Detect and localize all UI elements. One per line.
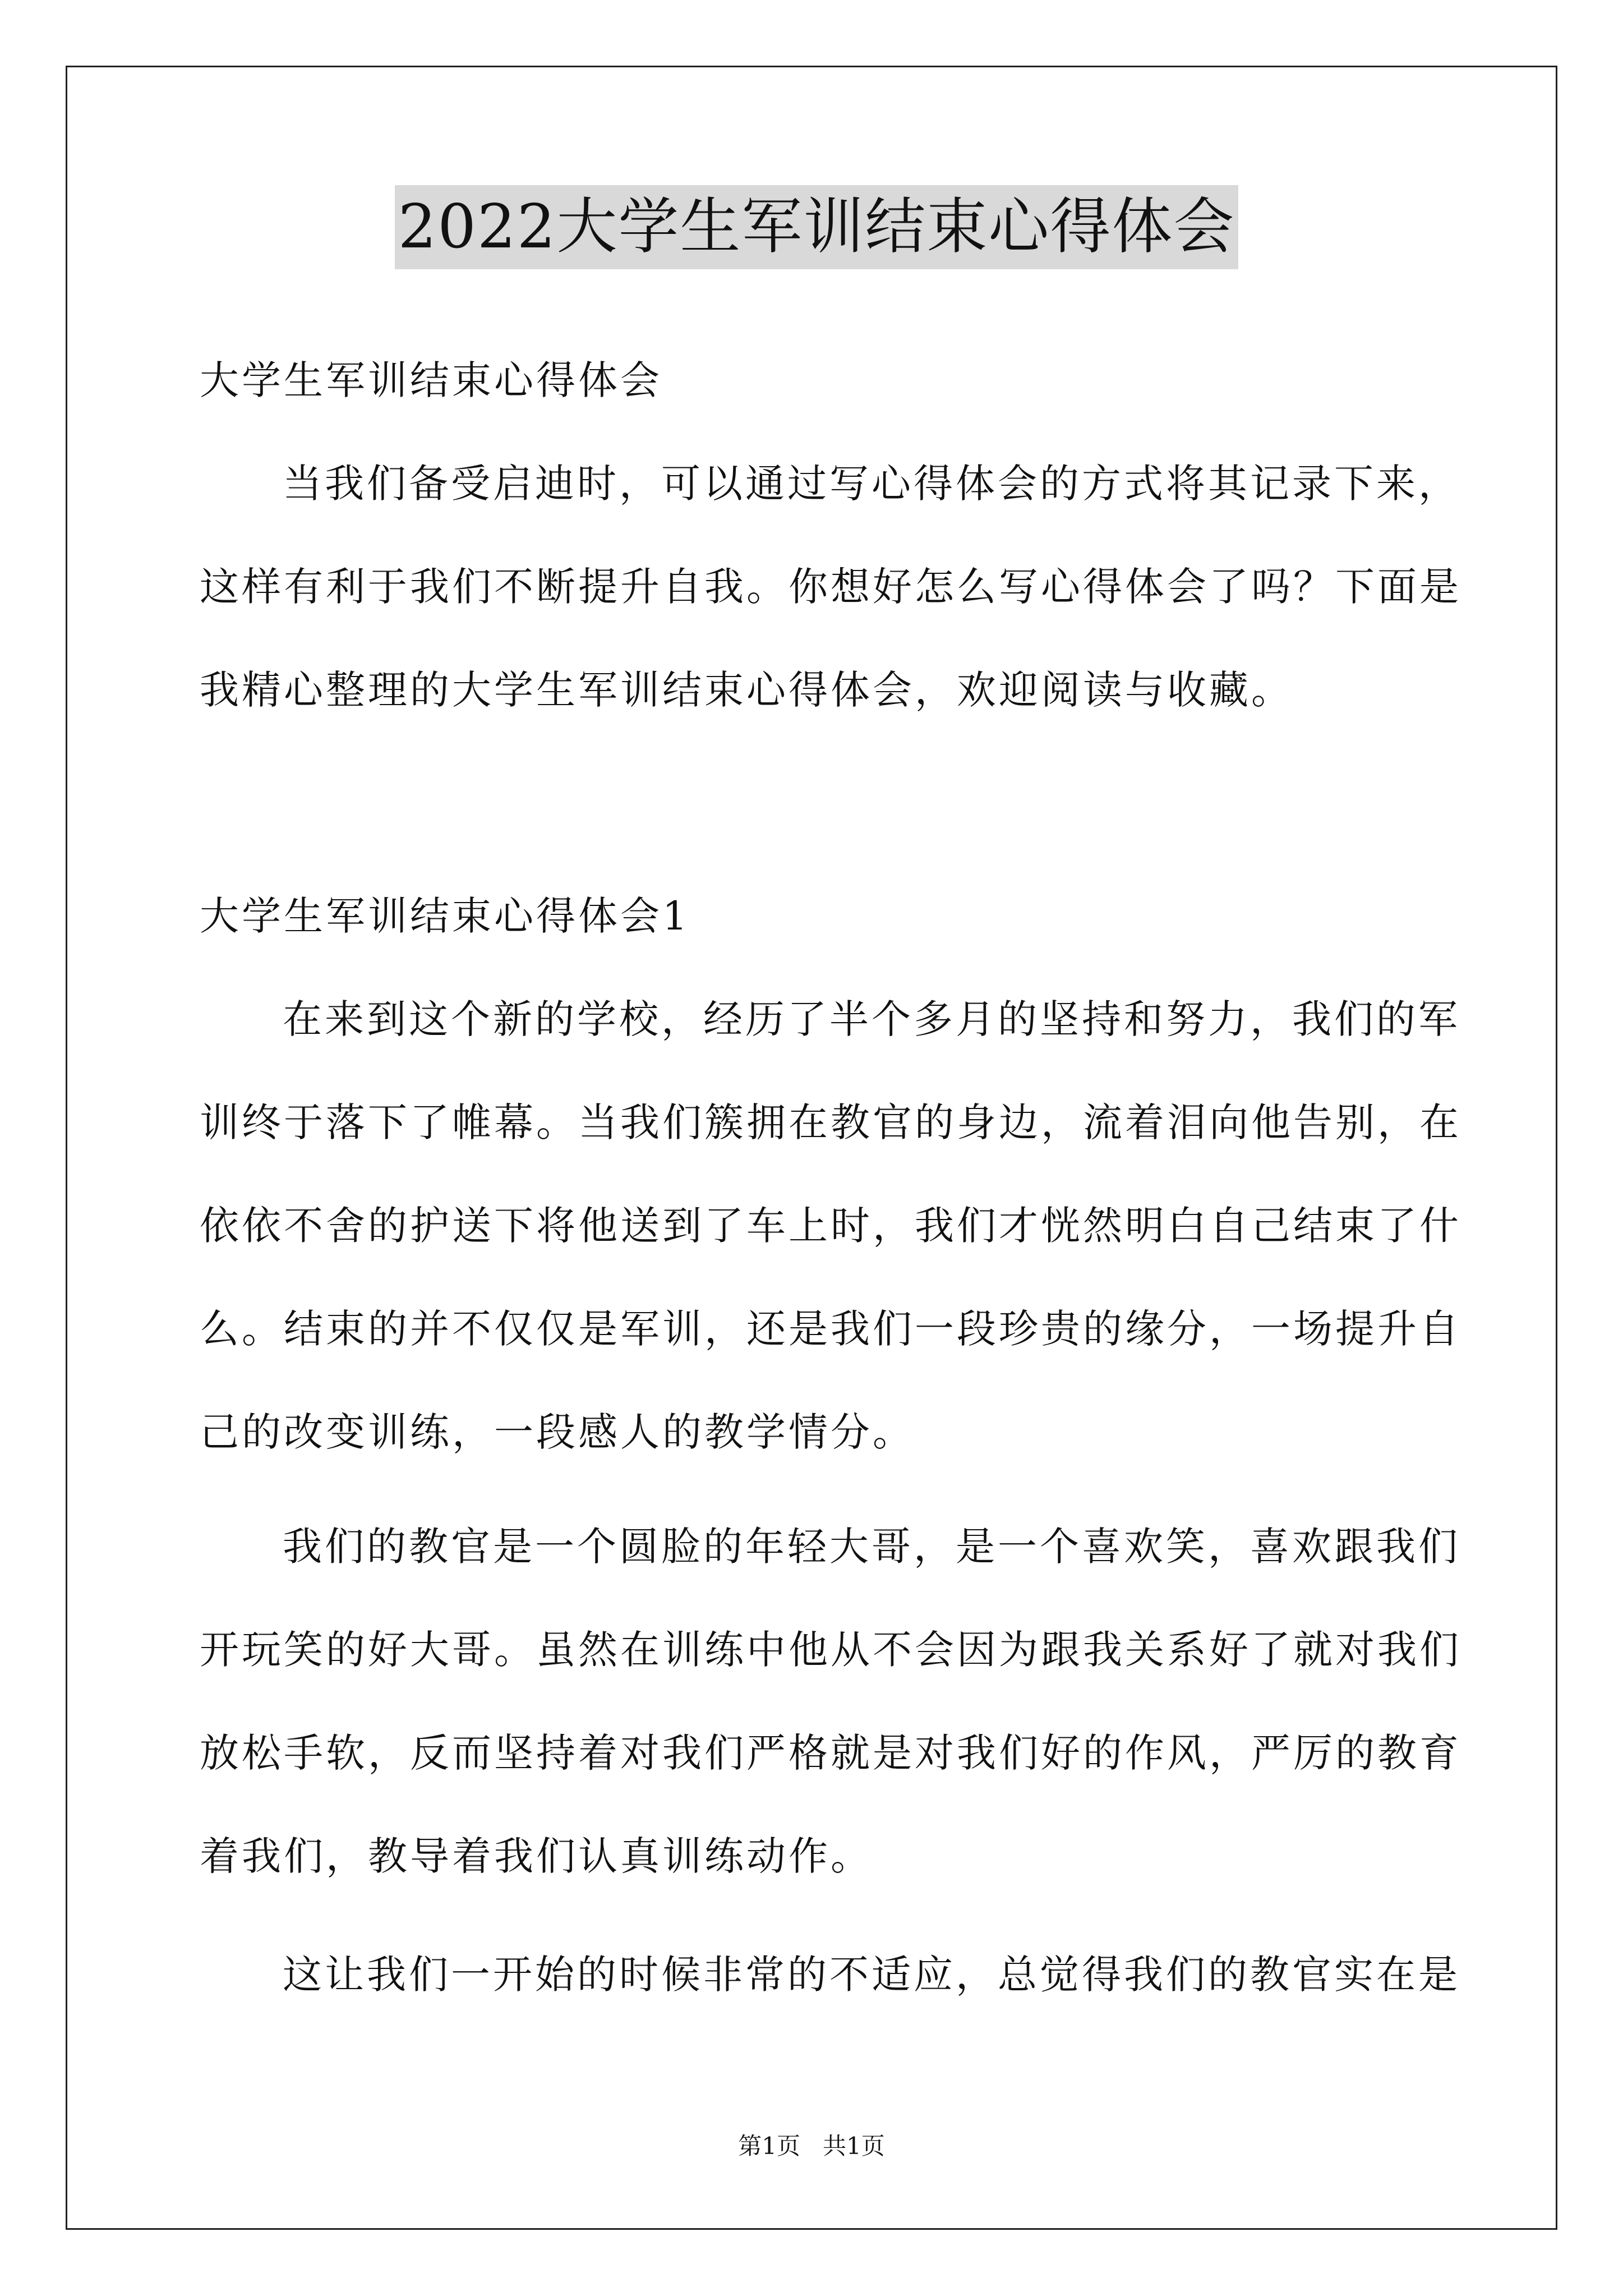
page-number-footer: 第1页 共1页	[738, 2132, 885, 2160]
document-title: 2022大学生军训结束心得体会	[395, 185, 1239, 269]
para2-line-3: 放松手软，反而坚持着对我们严格就是对我们好的作风，严厉的教育	[200, 1730, 1461, 1776]
para2-line-2: 开玩笑的好大哥。虽然在训练中他从不会因为跟我关系好了就对我们	[200, 1627, 1461, 1673]
intro-line-1: 当我们备受启迪时，可以通过写心得体会的方式将其记录下来，	[283, 461, 1460, 507]
essay-heading: 大学生军训结束心得体会1	[200, 893, 690, 939]
intro-line-3: 我精心整理的大学生军训结束心得体会，欢迎阅读与收藏。	[200, 667, 1293, 713]
section-heading: 大学生军训结束心得体会	[200, 357, 662, 403]
para1-line-2: 训终于落下了帷幕。当我们簇拥在教官的身边，流着泪向他告别，在	[200, 1099, 1461, 1145]
title-container	[200, 185, 1433, 269]
para1-line-1: 在来到这个新的学校，经历了半个多月的坚持和努力，我们的军	[283, 996, 1460, 1042]
para3-line-1: 这让我们一开始的时候非常的不适应，总觉得我们的教官实在是	[283, 1952, 1460, 1998]
para1-line-4: 么。结束的并不仅仅是军训，还是我们一段珍贵的缘分，一场提升自	[200, 1306, 1461, 1352]
para2-line-1: 我们的教官是一个圆脸的年轻大哥，是一个喜欢笑，喜欢跟我们	[283, 1524, 1460, 1570]
para1-line-5: 己的改变训练，一段感人的教学情分。	[200, 1409, 915, 1455]
intro-line-2: 这样有利于我们不断提升自我。你想好怎么写心得体会了吗？下面是	[200, 564, 1461, 610]
para2-line-4: 着我们，教导着我们认真训练动作。	[200, 1833, 873, 1879]
para1-line-3: 依依不舍的护送下将他送到了车上时，我们才恍然明白自己结束了什	[200, 1203, 1461, 1249]
